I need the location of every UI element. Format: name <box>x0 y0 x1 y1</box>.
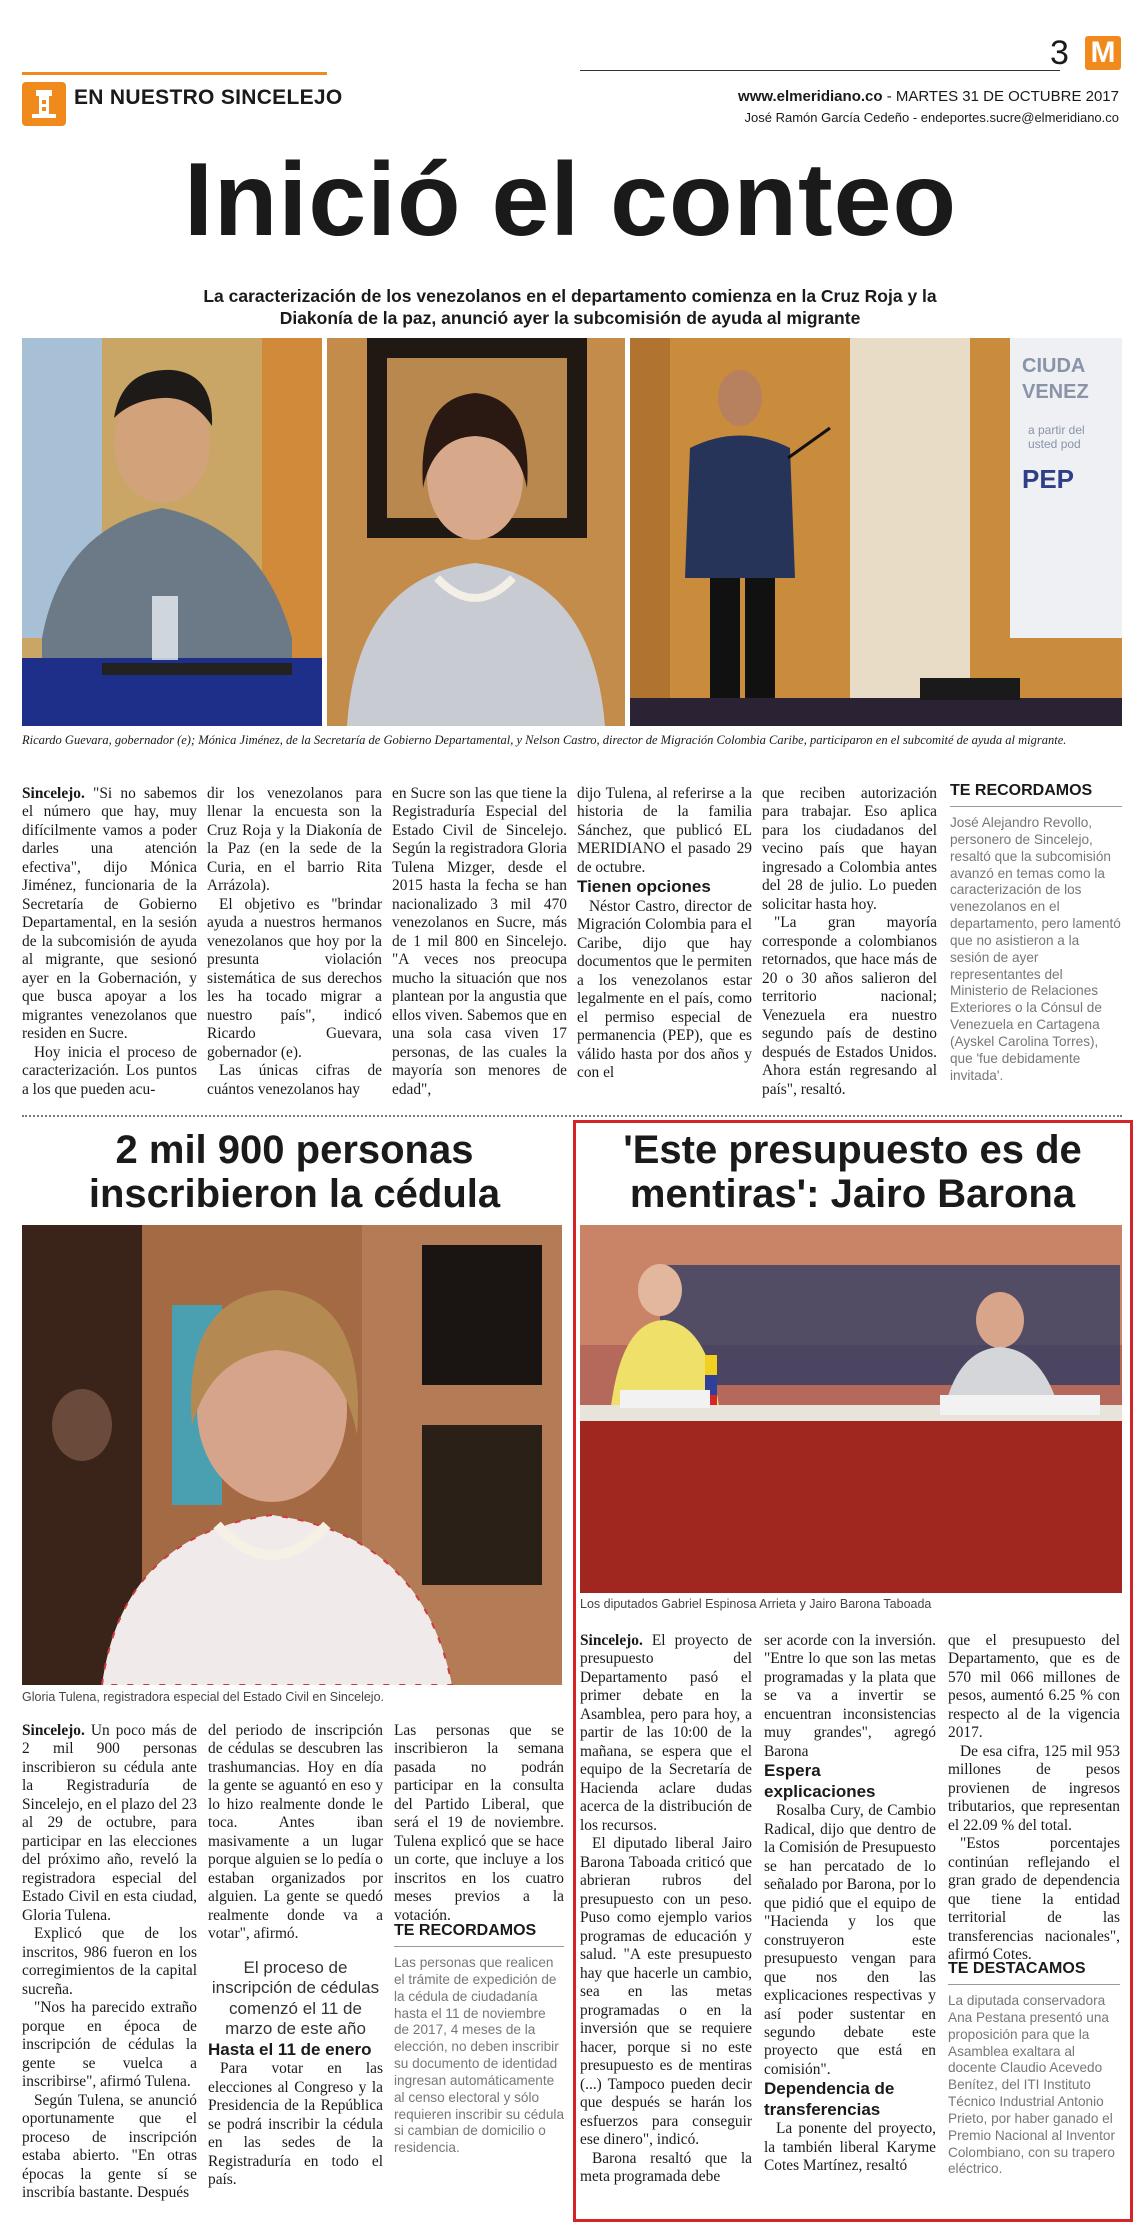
top-rule <box>580 70 1060 71</box>
story3-paragraph: que el presupuesto del Departamento, que es de 570 mil 066 millones de pesos, aumentó 6.25 % con respecto al de la vigencia 2017. <box>948 1632 1120 1742</box>
story3-column-3 <box>948 1632 1120 1965</box>
sign-text-1: CIUDA <box>1022 355 1086 377</box>
story2-paragraph: Un poco más de 2 mil 900 personas inscribieron su cédula ante la Registraduría de Sincelejo, en el plazo del 23 al 29 de octubre, para participar en las elecciones del próximo año, reveló la registradora especial del Estado Civil en esta ciudad, Gloria Tulena. <box>22 1722 197 1924</box>
story2-photo-caption: Gloria Tulena, registradora especial del Estado Civil en Sincelejo. <box>22 1690 384 1704</box>
photo-nelson-castro <box>630 338 1122 726</box>
story2-paragraph: Explicó que de los inscritos, 986 fueron en los corregimientos de la capital sucreña. <box>22 1925 197 1998</box>
box-text: La diputada conservadora Ana Pestana presentó una proposición para que la Asamblea exaltara al docente Claudio Acevedo Benítez, del ITI Instituto Técnico Industrial Antonio Prieto, por haber ganado el Premio Nacional al Inventor Colombiano, con su trapero eléctrico. <box>948 1993 1115 2177</box>
story2-column-2 <box>208 1722 383 2190</box>
story2-sidebar-box <box>394 1922 564 2157</box>
page-number: 3 <box>1050 34 1069 72</box>
box-title: TE RECORDAMOS <box>394 1922 537 1939</box>
story3-paragraph: Rosalba Cury, de Cambio Radical, dijo que dentro de la Comisión de Presupuesto se han percatado de lo señalado por Barona, por lo que pidió que el equipo de "Hacienda y los que construyeron este presupuesto vengan para que nos den las explicaciones respectivas y así poder sustentar en segundo debate este proyecto que está en comisión". <box>764 1802 936 2078</box>
box-text: Las personas que realicen el trámite de expedición de la cédula de ciudadanía hasta el 11 de noviembre de 2017, 4 meses de la elección, no deben inscribir su documento de identidad ingresan automáticamente al censo electoral y sólo requieren inscribir su cédula si cambian de domicilio o residencia. <box>394 1955 565 2156</box>
story3-paragraph: Barona resaltó que la meta programada debe <box>580 2149 752 2186</box>
story2-column-1 <box>22 1722 197 2203</box>
story2-column-3 <box>394 1722 564 1925</box>
story2-paragraph: "Nos ha parecido extraño porque en época de inscripción de cédulas la gente se vuelca a inscribirse", afirmó Tulena. <box>22 1999 197 2091</box>
subhead-hasta-11-enero: Hasta el 11 de enero <box>208 2039 372 2059</box>
main-photo-caption: Ricardo Guevara, gobernador (e); Mónica Jiménez, de la Secretaría de Gobierno Departamental, y Nelson Castro, director de Migración Colombia Caribe, participaron en el subcomité de ayuda al migrante. <box>22 733 1067 747</box>
dateline-city: Sincelejo. <box>22 1722 85 1739</box>
story3-paragraph: ser acorde con la inversión. "Entre lo que son las metas programadas y la plata que se va a invertir se encuentran inconsistencias muy grandes", agregó Barona <box>764 1632 936 1760</box>
sign-text-4: usted pod <box>1028 437 1081 451</box>
story1-paragraph: "Si no sabemos el número que hay, muy difícilmente vamos a poder darles una atención efectiva", dijo Mónica Jiménez, funcionaria de la Secretaría de Gobierno Departamental, en la sesión de la subcomisión de ayuda al migrante, que sesionó ayer en la Gobernación, y que busca apoyar a los migrantes venezolanos que residen en Sucre. <box>22 785 197 1043</box>
photo-gloria-tulena <box>22 1225 562 1685</box>
sign-text-2: VENEZ <box>1022 381 1089 403</box>
story2-paragraph: del periodo de inscripción de cédulas se descubren las trashumancias. Hoy en día la gente se aguantó en eso y lo hizo realmente donde le toca. Antes iban masivamente a un lugar porque alguien se lo pedía o estaban organizados por alguien. La gente se quedó realmente donde va a votar", afirmó. <box>208 1722 383 1943</box>
photo-monica-jimenez <box>327 338 625 726</box>
story1-paragraph: Néstor Castro, director de Migración Colombia para el Caribe, dijo que hay documentos que le permiten a los venezolanos estar legalmente en el país, como el permiso especial de permanencia (PEP), que es válido hasta por dos años y con el <box>577 897 752 1082</box>
photo-diputados <box>580 1225 1122 1593</box>
story1-column-5 <box>762 785 937 1099</box>
story1-column-2 <box>207 785 382 1099</box>
subhead-tienen-opciones: Tienen opciones <box>577 877 711 897</box>
story1-paragraph: dijo Tulena, al referirse a la historia de la familia Sánchez, que publicó EL MERIDIANO el pasado 29 de octubre. <box>577 785 752 876</box>
subhead-espera-explicaciones: Espera explicaciones <box>764 1761 876 1801</box>
story2-paragraph: Para votar en las elecciones al Congreso y la Presidencia de la República se podrá inscribir la cédula en las sedes de la Registraduría en todo el país. <box>208 2060 383 2189</box>
dateline <box>738 88 1119 105</box>
story3-headline: 'Este presupuesto es de mentiras': Jairo Barona <box>623 1128 1082 1216</box>
pullquote: El proceso de inscripción de cédulas comenzó el 11 de marzo de este año <box>211 1957 380 2038</box>
story3-sidebar-box <box>948 1960 1120 2178</box>
pullquote-wrapper <box>208 1944 383 2040</box>
section-accent-rule <box>22 72 327 75</box>
story3-paragraph: El diputado liberal Jairo Barona Taboada criticó que abrieran rubros del presupuesto con un peso. Puso como ejemplo varios programas de educación y salud. "A este presupuesto hay que hacerle un cambio, sea en las metas programadas o en la inversión que se requiere hacer, porque si no este presupuesto es de mentiras (...) Tampoco pueden decir que después se harán los esfuerzos para conseguir ese dinero", indicó. <box>580 1835 752 2149</box>
story1-column-1 <box>22 785 197 1099</box>
story3-paragraph: La ponente del proyecto, la también liberal Karyme Cotes Martínez, resaltó <box>764 2120 936 2175</box>
box-title: TE RECORDAMOS <box>950 782 1093 799</box>
story3-paragraph: "Estos porcentajes continúan reflejando el gran grado de dependencia que tiene la entidad territorial de las transferencias nacionales", afirmó Cotes. <box>948 1835 1120 1964</box>
section-divider <box>22 1115 1122 1117</box>
story3-column-2 <box>764 1632 936 2176</box>
dateline-city: Sincelejo. <box>22 785 85 802</box>
story3-paragraph: El proyecto de presupuesto del Departamento pasó el primer debate en la Asamblea, pero para hoy, a partir de las 10:00 de la mañana, se espera que el equipo de la Secretaría de Hacienda aclare dudas acerca de la distribución de los recursos. <box>580 1632 752 1834</box>
box-text: José Alejandro Revollo, personero de Sincelejo, resaltó que la subcomisión avanzó en temas como la caracterización de los venezolanos en el departamento, pero lamentó que no asistieron a la sesión de ayer representantes del Ministerio de Relaciones Exteriores o la Cónsul de Venezuela en Cartagena (Ayskel Carolina Torres), que 'fue debidamente invitada'. <box>950 815 1121 1083</box>
story1-paragraph: Hoy inicia el proceso de caracterización. Los puntos a los que pueden acu- <box>22 1043 197 1098</box>
subhead-dependencia: Dependencia de transferencias <box>764 2079 895 2119</box>
main-headline: Inició el conteo <box>184 142 957 258</box>
main-deck: La caracterización de los venezolanos en el departamento comienza en la Cruz Roja y la Diakonía de la paz, anunció ayer la subcomisión de ayuda al migrante <box>203 286 937 329</box>
story1-paragraph: Las únicas cifras de cuántos venezolanos hay <box>207 1062 382 1098</box>
story3-paragraph: De esa cifra, 125 mil 953 millones de pesos provienen de ingresos tributarios, que representan el 22.09 % del total. <box>948 1742 1120 1834</box>
story3-photo-caption: Los diputados Gabriel Espinosa Arrieta y Jairo Barona Taboada <box>580 1597 932 1611</box>
sign-text-pep: PEP <box>1022 464 1075 494</box>
story1-paragraph: que reciben autorización para trabajar. Eso aplica para los ciudadanos del vecino país que hayan ingresado a Colombia antes del 28 de julio. Lo pueden solicitar hasta hoy. <box>762 785 937 913</box>
story1-sidebar-box <box>950 782 1122 1085</box>
story1-paragraph: dir los venezolanos para llenar la encuesta son la Cruz Roja y la Diakonía de la Paz (en la sede de la Curia, en el barrio Rita Arrázola). <box>207 785 382 895</box>
story3-column-1 <box>580 1632 752 2187</box>
section-label: EN NUESTRO SINCELEJO <box>74 86 343 109</box>
story1-paragraph: El objetivo es "brindar ayuda a nuestros hermanos venezolanos que hoy por la presunta violación sistemática de sus derechos les ha tocado migrar a nuestro país", indicó Ricardo Guevara, gobernador (e). <box>207 895 382 1061</box>
photo-ricardo-guevara <box>22 338 322 726</box>
box-title: TE DESTACAMOS <box>948 1960 1086 1977</box>
website-link[interactable]: www.elmeridiano.co <box>738 88 883 105</box>
story1-column-3 <box>392 785 567 1099</box>
story1-paragraph: en Sucre son las que tiene la Registraduría Especial del Estado Civil de Sincelejo. Según la registradora Gloria Tulena Mizger, desde el 2015 hasta la fecha se han nacionalizado 3 mil 470 venezolanos en Sucre, más de 1 mil 800 en Sincelejo. "A veces nos preocupa mucho la situación que nos plantean por la angustia que ellos viven. Sabemos que en una sola casa viven 17 personas, de las cuales la mayoría son menores de edad", <box>392 785 567 1098</box>
meridiano-logo: M <box>1085 36 1121 70</box>
sign-text-3: a partir del <box>1028 423 1085 437</box>
city-building-icon <box>22 82 66 126</box>
story2-paragraph: Las personas que se inscribieron la semana pasada no podrán participar en la consulta del Partido Liberal, que será el 19 de noviembre. Tulena explicó que se hace un corte, que incluye a los inscritos en los cuatro meses previos a la votación. <box>394 1722 564 1924</box>
dateline-city: Sincelejo. <box>580 1632 643 1649</box>
story1-column-4 <box>577 785 752 1083</box>
author-line: José Ramón García Cedeño - endeportes.sucre@elmeridiano.co <box>744 110 1119 125</box>
issue-date: - MARTES 31 DE OCTUBRE 2017 <box>882 88 1119 105</box>
story2-headline: 2 mil 900 personas inscribieron la cédula <box>88 1128 501 1216</box>
story1-paragraph: "La gran mayoría corresponde a colombianos retornados, que hace más de 20 o 30 años salieron del territorio nacional; Venezuela era nuestro segundo país de destino después de Estados Unidos. Ahora están regresando al país", resaltó. <box>762 914 937 1098</box>
story2-paragraph: Según Tulena, se anunció oportunamente que el proceso de inscripción estaba abierto. "En otras épocas la gente sí se inscribía bastante. Después <box>22 2091 197 2202</box>
